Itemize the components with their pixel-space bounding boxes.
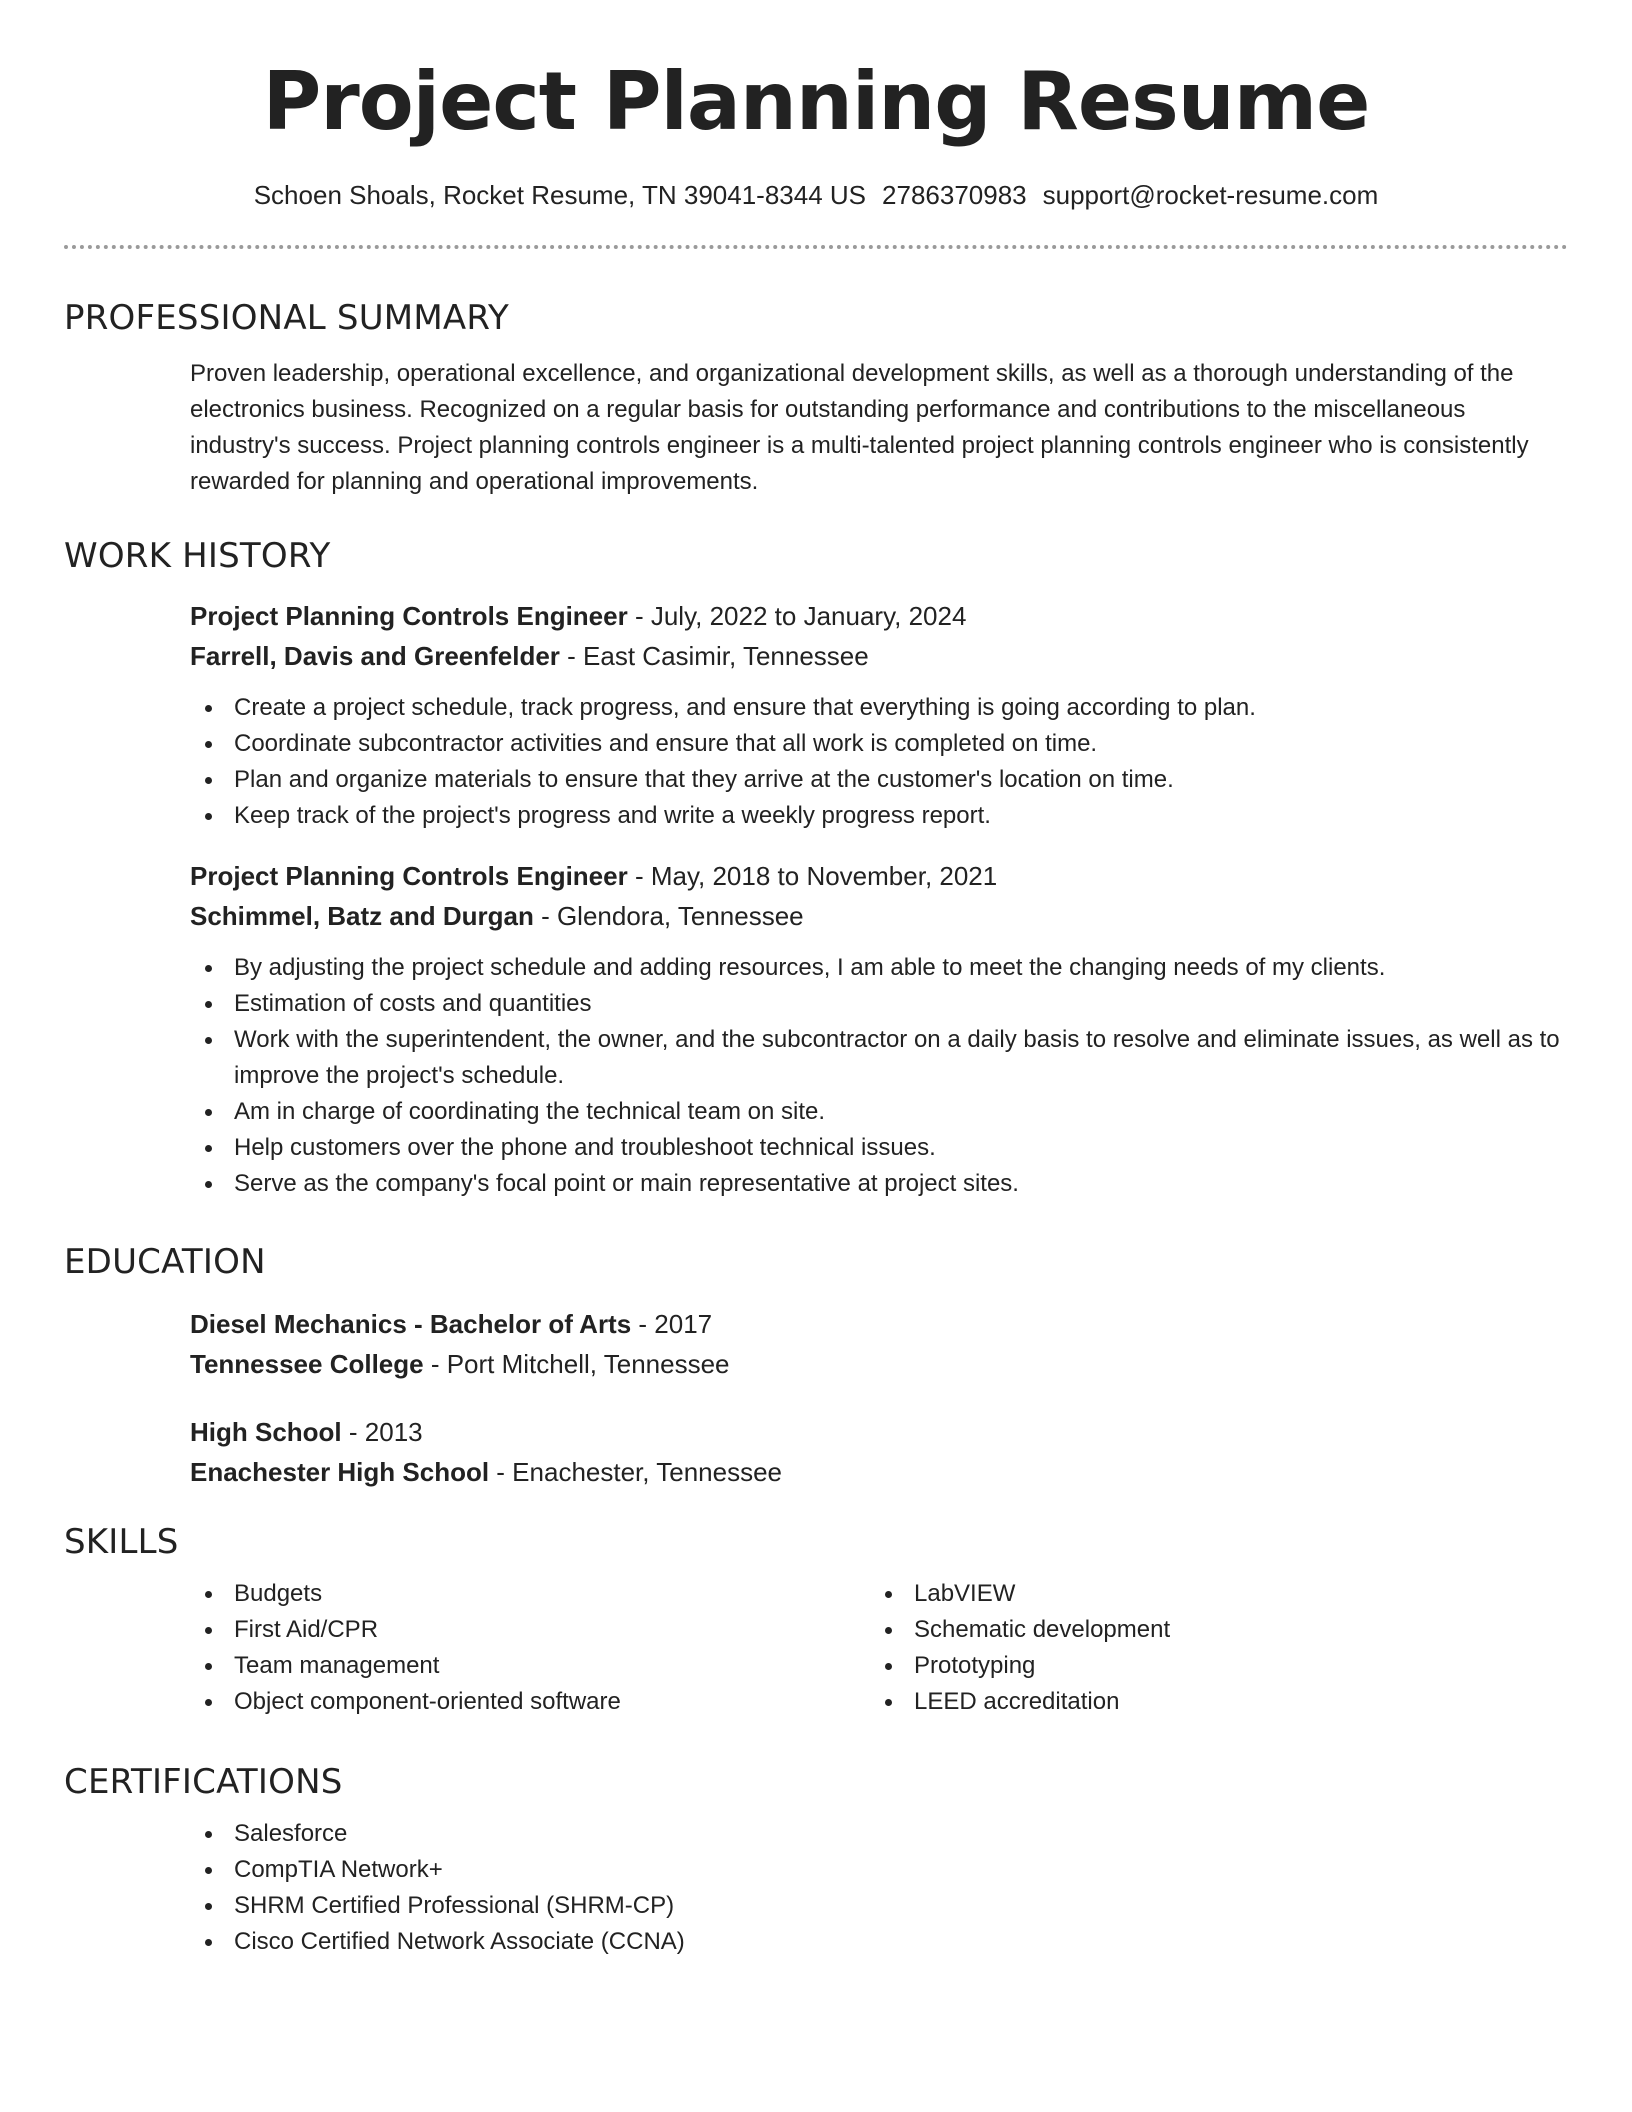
education-degree: High School <box>190 1417 342 1447</box>
education-degree-line <box>190 1412 1568 1452</box>
list-item: Team management <box>190 1648 870 1684</box>
skills-grid <box>190 1576 1568 1720</box>
job-role: Project Planning Controls Engineer <box>190 861 628 891</box>
job-entry <box>190 596 1568 834</box>
education-degree-line <box>190 1304 1568 1344</box>
job-company-line <box>190 896 1568 936</box>
contact-phone: 2786370983 <box>882 180 1027 210</box>
list-item: Budgets <box>190 1576 870 1612</box>
job-title-line <box>190 596 1568 636</box>
work-heading: WORK HISTORY <box>64 536 331 576</box>
list-item: Plan and organize materials to ensure that they arrive at the customer's location on time. <box>190 762 1568 798</box>
job-bullets <box>190 690 1568 834</box>
contact-address: Schoen Shoals, Rocket Resume, TN 39041-8344 US <box>253 180 867 210</box>
education-entry <box>190 1412 1568 1492</box>
job-company: Farrell, Davis and Greenfelder <box>190 641 560 671</box>
job-company: Schimmel, Batz and Durgan <box>190 901 534 931</box>
list-item: Keep track of the project's progress and write a weekly progress report. <box>190 798 1568 834</box>
certifications-list <box>190 1816 1568 1960</box>
contact-line <box>64 180 1568 211</box>
list-item: Estimation of costs and quantities <box>190 986 1568 1022</box>
education-entry <box>190 1304 1568 1384</box>
job-location: - Glendora, Tennessee <box>533 901 804 931</box>
job-dates: - July, 2022 to January, 2024 <box>627 601 967 631</box>
certifications-section <box>64 1762 1568 1960</box>
education-year: - 2013 <box>341 1417 423 1447</box>
education-location: - Port Mitchell, Tennessee <box>423 1349 730 1379</box>
education-school: Enachester High School <box>190 1457 490 1487</box>
list-item: Cisco Certified Network Associate (CCNA) <box>190 1924 1568 1960</box>
list-item: Object component-oriented software <box>190 1684 870 1720</box>
list-item: Serve as the company's focal point or main representative at project sites. <box>190 1166 1568 1202</box>
job-entry <box>190 856 1568 1202</box>
job-bullets <box>190 950 1568 1202</box>
education-location: - Enachester, Tennessee <box>489 1457 783 1487</box>
list-item: First Aid/CPR <box>190 1612 870 1648</box>
summary-section <box>64 298 1568 500</box>
list-item: Salesforce <box>190 1816 1568 1852</box>
contact-email: support@rocket-resume.com <box>1042 180 1379 210</box>
education-school-line <box>190 1344 1568 1384</box>
list-item: Prototyping <box>870 1648 1550 1684</box>
resume-title: Project Planning Resume <box>262 55 1370 148</box>
list-item: By adjusting the project schedule and adding resources, I am able to meet the changing needs of my clients. <box>190 950 1568 986</box>
list-item: LEED accreditation <box>870 1684 1550 1720</box>
list-item: SHRM Certified Professional (SHRM-CP) <box>190 1888 1568 1924</box>
list-item: Work with the superintendent, the owner, and the subcontractor on a daily basis to resolve and eliminate issues, as well as to improve the project's schedule. <box>190 1022 1568 1094</box>
job-title-line <box>190 856 1568 896</box>
summary-text: Proven leadership, operational excellence, and organizational development skills, as well as a thorough understanding of the electronics business. Recognized on a regular basis for outstanding performance and contributions to the miscellaneous industry's success. Project planning controls engineer is a multi-talented project planning controls engineer who is consistently rewarded for planning and operational improvements. <box>190 360 1529 495</box>
education-section <box>64 1242 1568 1492</box>
list-item: CompTIA Network+ <box>190 1852 1568 1888</box>
summary-heading: PROFESSIONAL SUMMARY <box>64 298 509 338</box>
skills-heading: SKILLS <box>64 1522 179 1562</box>
education-year: - 2017 <box>631 1309 713 1339</box>
skills-list-left <box>190 1576 870 1720</box>
skills-list-right <box>870 1576 1550 1720</box>
work-section <box>64 536 1568 1202</box>
certifications-body <box>190 1816 1568 1960</box>
list-item: Schematic development <box>870 1612 1550 1648</box>
education-heading: EDUCATION <box>64 1242 266 1282</box>
header-divider <box>64 245 1568 249</box>
list-item: Am in charge of coordinating the technical team on site. <box>190 1094 1568 1130</box>
education-school-line <box>190 1452 1568 1492</box>
resume-page <box>64 0 1568 1955</box>
skills-section <box>64 1522 1568 1720</box>
list-item: LabVIEW <box>870 1576 1550 1612</box>
job-role: Project Planning Controls Engineer <box>190 601 628 631</box>
job-location: - East Casimir, Tennessee <box>559 641 869 671</box>
job-dates: - May, 2018 to November, 2021 <box>627 861 998 891</box>
certifications-heading: CERTIFICATIONS <box>64 1762 343 1802</box>
list-item: Help customers over the phone and troubleshoot technical issues. <box>190 1130 1568 1166</box>
job-company-line <box>190 636 1568 676</box>
list-item: Coordinate subcontractor activities and ensure that all work is completed on time. <box>190 726 1568 762</box>
education-degree: Diesel Mechanics - Bachelor of Arts <box>190 1309 632 1339</box>
education-school: Tennessee College <box>190 1349 424 1379</box>
list-item: Create a project schedule, track progress, and ensure that everything is going according to plan. <box>190 690 1568 726</box>
